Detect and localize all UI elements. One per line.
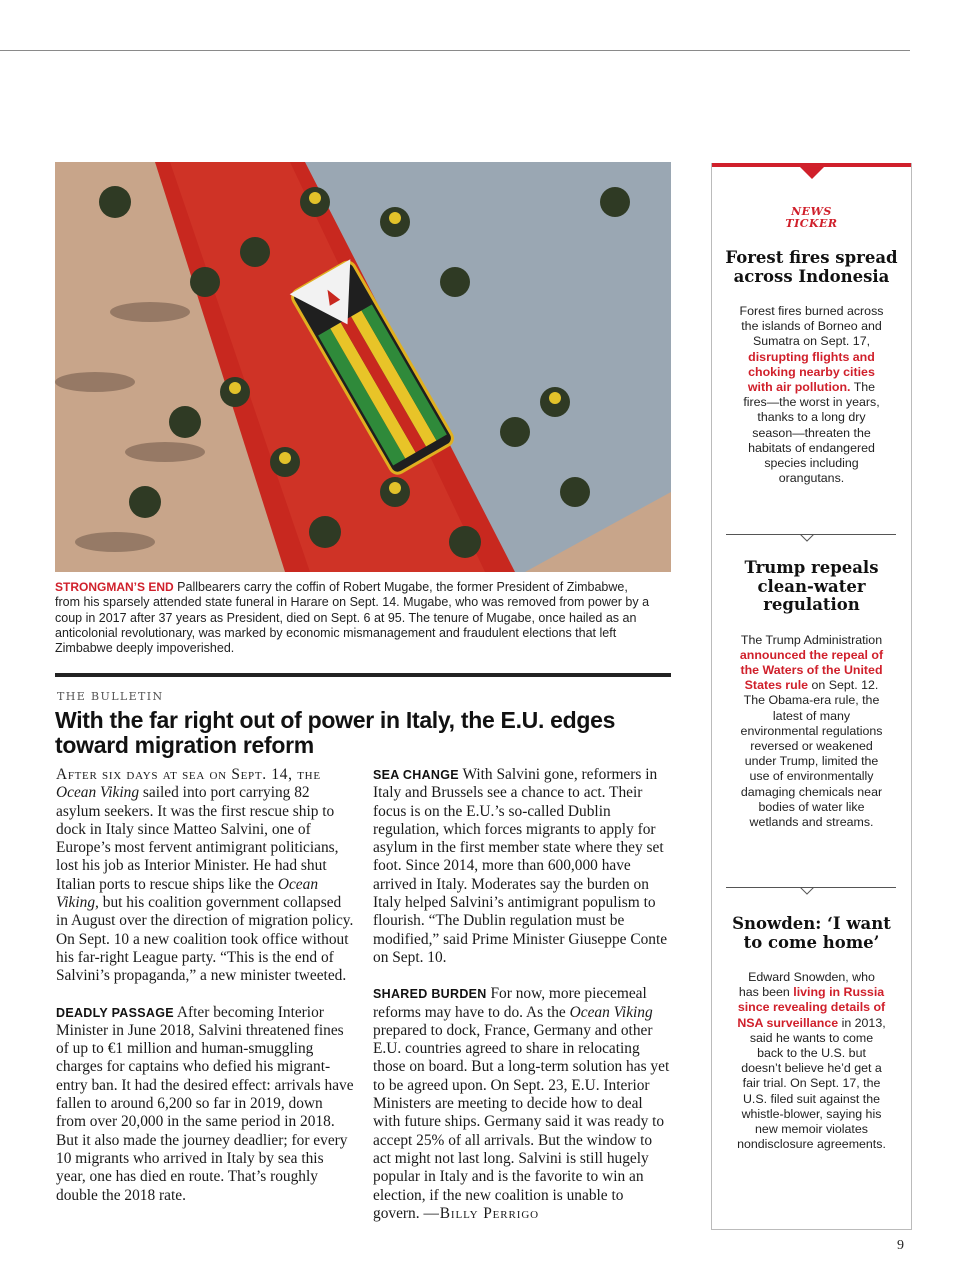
ship-name: Ocean Viking, bbox=[56, 875, 319, 912]
story-body bbox=[737, 304, 887, 486]
intro-lead: After six days at sea on Sept. 14, the bbox=[56, 766, 321, 783]
article-column-left bbox=[56, 766, 354, 1223]
paragraph-text: but his coalition government collapsed in August over the direction of migration policy. On Sept. 10 a new coalition took office without his far-right League party. “This is the end of Salvini’s propaganda,” a new minister tweeted. bbox=[56, 894, 354, 985]
ticker-label bbox=[712, 206, 911, 230]
story-text: Edward Snowden, who has been bbox=[738, 970, 875, 1000]
ship-name: Ocean Viking bbox=[569, 1003, 653, 1021]
paragraph-text: After becoming Interior Minister in June 2018, Salvini threatened fines of up to €1 million and human-smuggling charges for captains who defied his migrant-entry ban. It had the desired effect: arrivals have fallen to around 6,200 so far in 2019, down from over 20,000 in the same period in 2018. But it also made the journey deadlier; for every 10 migrants who arrived in Italy by sea this year, one has died en route. That’s roughly double the 2018 rate. bbox=[56, 1003, 354, 1204]
paragraph-deadly-passage bbox=[56, 1004, 354, 1205]
story-text: The fires—the worst in years, thanks to a long dry season—threaten the habitats of endangered species including orangutans. bbox=[743, 380, 880, 486]
section-label: THE BULLETIN bbox=[57, 690, 164, 703]
story-highlight: announced the repeal of the Waters of the United States rule bbox=[739, 647, 884, 693]
story-body bbox=[737, 970, 887, 1152]
page-number: 9 bbox=[897, 1238, 904, 1253]
ticker-label-text: NEWS TICKER bbox=[785, 205, 838, 230]
funeral-photo bbox=[55, 162, 671, 572]
top-rule bbox=[0, 50, 910, 51]
section-divider bbox=[55, 673, 671, 677]
caption-text: Pallbearers carry the coffin of Robert Mugabe, the former President of Zimbabwe, from his sparsely attended state funeral in Harare on Sept. 14. Mugabe, who was removed from power by a coup in 2017 after 37 years as President, died on Sept. 6 at 95. The tenure of Mugabe, once hailed as an anticolonial revolutionary, was marked by economic mismanagement and fraudulent elections that left Zimbabwe deeply impoverished. bbox=[55, 580, 650, 656]
ticker-story bbox=[712, 249, 911, 486]
article-column-right bbox=[373, 766, 671, 1241]
paragraph-text: For now, more piecemeal reforms may have to do. As the bbox=[373, 985, 647, 1021]
story-title: Trump repeals clean-water regulation bbox=[744, 558, 879, 614]
chevron-down-icon bbox=[800, 534, 814, 548]
ticker-story bbox=[712, 559, 911, 830]
article-headline: With the far right out of power in Italy, the E.U. edges toward migration reform bbox=[55, 707, 616, 758]
ticker-story bbox=[712, 915, 911, 1152]
byline: —Billy Perrigo bbox=[423, 1204, 540, 1222]
story-highlight: living in Russia since revealing details of NSA surveillance bbox=[737, 985, 886, 1030]
paragraph-shared-burden bbox=[373, 985, 671, 1223]
paragraph-sea-change bbox=[373, 766, 671, 967]
subhead: SHARED BURDEN bbox=[373, 987, 487, 1002]
story-body bbox=[737, 633, 887, 831]
story-text: The Trump Administration bbox=[740, 632, 883, 647]
story-text: in 2013, said he wants to come back to the U.S. but doesn’t believe he’d get a fair trial. On Sept. 17, the U.S. filed suit against the whistle-blower, saying his new memoir violates nondisclosure agreements. bbox=[737, 1015, 886, 1152]
paragraph-text: prepared to dock, France, Germany and other E.U. countries agreed to share in relocating those on board. But a long-term solution has yet to be agreed upon. On Sept. 23, E.U. Interior Ministers are meeting to decide how to deal with future ships. Germany said it was ready to accept 25% of all arrivals. But the window to act might not last long. Salvini is still hugely popular in Italy and is the favorite to win an election, if the new coalition is unable to govern. bbox=[373, 1021, 670, 1222]
subhead: SEA CHANGE bbox=[373, 768, 459, 782]
news-ticker-sidebar bbox=[711, 163, 912, 1230]
paragraph-text: sailed into port carrying 82 asylum seekers. It was the first rescue ship to dock in Italy since Matteo Salvini, one of Europe’s most fervent antimigrant politicians, lost his job as Interior Minister. He had shut Italian ports to rescue ships like the bbox=[56, 784, 339, 893]
story-text: on Sept. 12. The Obama-era rule, the latest of many environmental regulations reversed or weakened under Trump, limited the use of environmentally damaging chemicals near bodies of water like wetlands and streams. bbox=[740, 678, 883, 829]
story-highlight: disrupting flights and choking nearby cities with air pollution. bbox=[747, 349, 875, 395]
photo-caption bbox=[55, 580, 655, 656]
subhead: DEADLY PASSAGE bbox=[56, 1005, 174, 1020]
story-title: Snowden: ‘I want to come home’ bbox=[732, 914, 891, 952]
sidebar-notch bbox=[800, 167, 824, 179]
paragraph-intro bbox=[56, 766, 354, 986]
photo-pallbearers-icon bbox=[55, 162, 671, 572]
paragraph-text: With Salvini gone, reformers in Italy and Brussels see a chance to act. Their focus is on the E.U.’s so-called Dublin regulation, which forces migrants to apply for asylum in the first member state where they set foot. Since 2014, more than 600,000 have arrived in Italy. Moderates say the burden on Italy helped Salvini’s antimigrant populism to flourish. “The Dublin regulation must be modified,” said Prime Minister Giuseppe Conte on Sept. 10. bbox=[373, 766, 668, 966]
ship-name: Ocean Viking bbox=[56, 784, 140, 802]
caption-kicker: STRONGMAN’S END bbox=[55, 580, 174, 594]
story-title: Forest fires spread across Indonesia bbox=[725, 248, 898, 286]
story-text: Forest fires burned across the islands of Borneo and Sumatra on Sept. 17, bbox=[739, 304, 884, 349]
chevron-down-icon bbox=[800, 887, 814, 901]
